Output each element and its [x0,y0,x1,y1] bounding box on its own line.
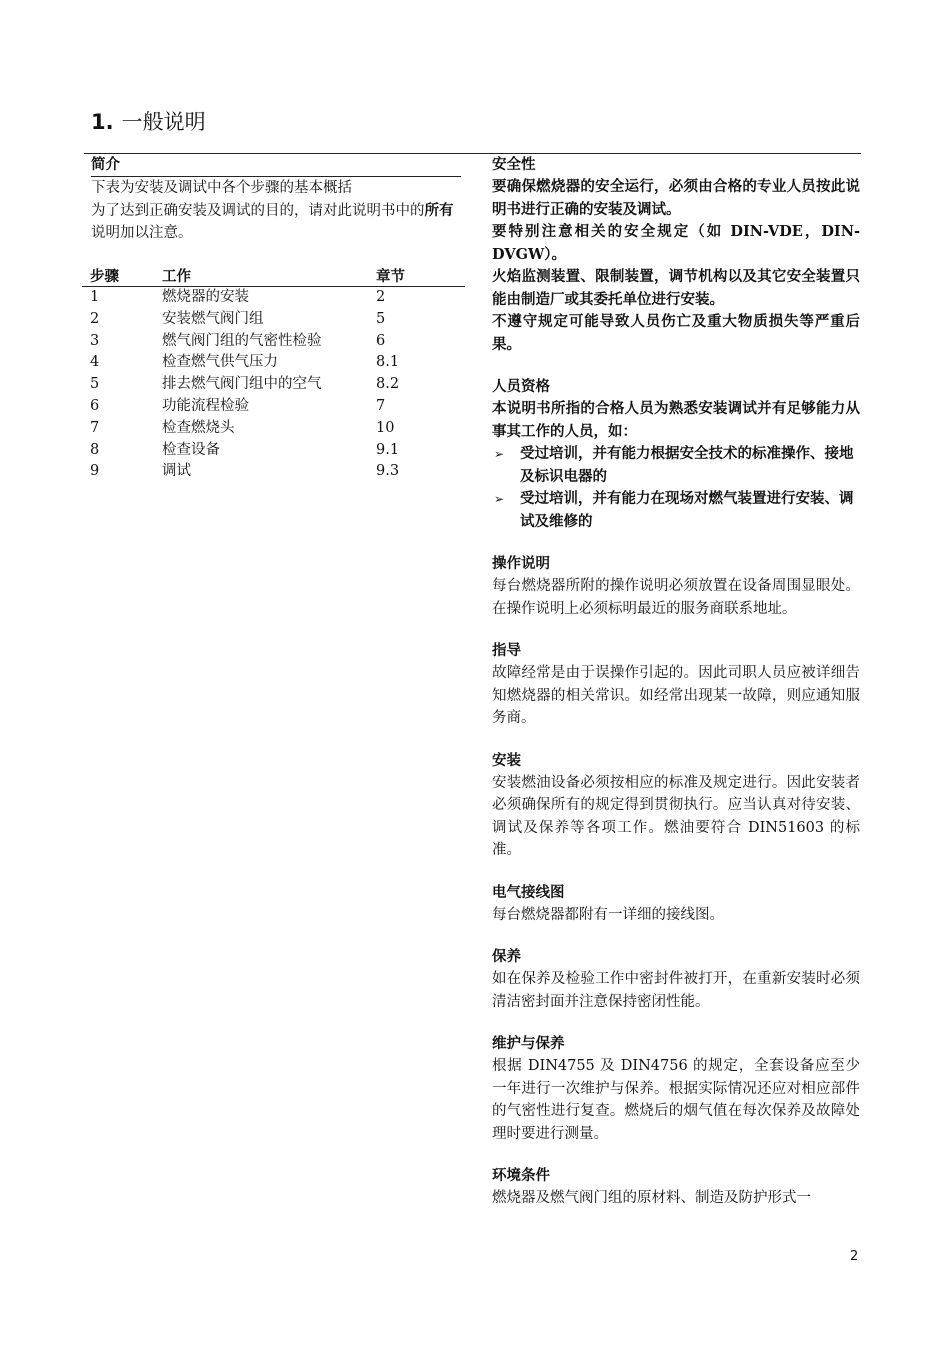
section-number: 1. [91,110,114,134]
right-column [492,154,860,1210]
personnel-list [492,443,860,533]
header-task: 工作 [154,265,368,287]
task-cell: 功能流程检验 [162,397,249,414]
chapter-cell: 9.3 [376,463,400,480]
care-title: 保养 [492,949,521,965]
guidance-text: 故障经常是由于误操作引起的。因此司职人员应被详细告知燃烧器的相关常识。如经常出现某一故障，则应通知服务商。 [492,665,860,726]
task-cell: 检查燃烧头 [162,419,235,436]
step-cell: 5 [90,376,100,393]
step-cell: 8 [90,441,100,458]
step-cell: 6 [90,397,100,414]
task-cell: 检查燃气供气压力 [162,354,278,371]
arrow-bullet-icon: ➢ [494,447,505,461]
intro-text-b: 说明加以注意。 [91,225,193,241]
step-cell: 2 [90,310,100,327]
intro-text-a: 为了达到正确安装及调试的目的，请对此说明书中的 [91,202,425,219]
task-cell: 检查设备 [162,441,220,458]
task-cell: 排去燃气阀门组中的空气 [162,376,322,393]
guidance-title: 指导 [492,643,521,659]
task-cell: 调试 [162,463,191,480]
page-number: 2 [850,1249,859,1264]
table-row [82,309,465,331]
chapter-cell: 7 [376,397,386,414]
intro-bold-word: 所有 [424,202,454,219]
intro-title: 简介 [91,154,461,177]
care-text: 如在保养及检验工作中密封件被打开，在重新安装时必须清洁密封面并注意保持密闭性能。 [492,971,860,1010]
table-row [82,287,465,309]
safety-title: 安全性 [492,157,536,173]
installation-section [492,750,860,862]
personnel-section [492,376,860,533]
page-title [91,106,206,136]
table-row [82,461,465,483]
environment-title: 环境条件 [492,1168,550,1184]
maintenance-section [492,1033,860,1145]
task-cell: 燃气阀门组的气密性检验 [162,332,322,349]
table-row [82,331,465,353]
step-cell: 3 [90,332,100,349]
bullet-text: 受过培训，并有能力根据安全技术的标准操作、接地及标识电器的 [520,445,854,485]
section-title: 一般说明 [121,110,206,134]
maintenance-text: 根据 DIN4755 及 DIN4756 的规定，全套设备应至少一年进行一次维护与保养。根据实际情况还应对相应部件的气密性进行复查。燃烧后的烟气值在每次保养及故障处理时要进行测量。 [492,1058,860,1142]
chapter-cell: 5 [376,310,386,327]
environment-section [492,1165,860,1210]
chapter-cell: 10 [376,419,395,436]
chapter-cell: 8.2 [376,376,400,393]
chapter-cell: 8.1 [376,354,400,371]
personnel-p1: 本说明书所指的合格人员为熟悉安装调试并有足够能力从事其工作的人员，如： [492,400,860,440]
steps-table [82,265,465,483]
table-row [82,440,465,462]
care-section [492,946,860,1013]
task-cell: 燃烧器的安装 [162,289,249,305]
operation-text: 每台燃烧器所附的操作说明必须放置在设备周围显眼处。在操作说明上必须标明最近的服务商联系地址。 [492,578,860,617]
header-step: 步骤 [82,265,154,287]
bullet-text: 受过培训，并有能力在现场对燃气装置进行安装、调试及维修的 [520,490,854,530]
installation-title: 安装 [492,752,521,769]
arrow-bullet-icon: ➢ [494,492,505,506]
wiring-text: 每台燃烧器都附有一详细的接线图。 [492,906,724,923]
step-cell: 7 [90,419,100,436]
wiring-section [492,882,860,927]
table-row [82,374,465,396]
intro-section [91,154,463,245]
safety-p3: 火焰监测装置、限制装置，调节机构以及其它安全装置只能由制造厂或其委托单位进行安装。 [492,268,860,308]
personnel-title: 人员资格 [492,379,550,395]
guidance-section [492,640,860,730]
chapter-cell: 2 [376,289,386,305]
safety-p4: 不遵守规定可能导致人员伤亡及重大物质损失等严重后果。 [492,313,860,353]
safety-section [492,154,860,356]
task-cell: 安装燃气阀门组 [162,310,264,327]
maintenance-title: 维护与保养 [492,1036,565,1052]
table-header-row [82,265,465,287]
chapter-cell: 9.1 [376,441,400,458]
table-row [82,352,465,374]
list-item [492,443,860,488]
chapter-cell: 6 [376,332,386,349]
table-row [82,396,465,418]
intro-line-2 [91,200,463,245]
operation-title: 操作说明 [492,556,550,572]
installation-text: 安装燃油设备必须按相应的标准及规定进行。因此安装者必须确保所有的规定得到贯彻执行。应当认真对待安装、调试及保养等各项工作。燃油要符合 DIN51603 的标准。 [492,774,860,858]
safety-p1: 要确保燃烧器的安全运行，必须由合格的专业人员按此说明书进行正确的安装及调试。 [492,178,860,218]
step-cell: 1 [90,289,100,305]
environment-text: 燃烧器及燃气阀门组的原材料、制造及防护形式一 [492,1190,811,1206]
operation-section [492,553,860,620]
list-item [492,488,860,533]
table-row [82,418,465,440]
intro-line-1: 下表为安装及调试中各个步骤的基本概括 [91,180,352,196]
safety-p2: 要特别注意相关的安全规定（如 DIN-VDE，DIN-DVGW）。 [492,223,860,263]
step-cell: 9 [90,463,100,480]
wiring-title: 电气接线图 [492,884,565,901]
step-cell: 4 [90,354,100,371]
header-chapter: 章节 [368,265,465,287]
